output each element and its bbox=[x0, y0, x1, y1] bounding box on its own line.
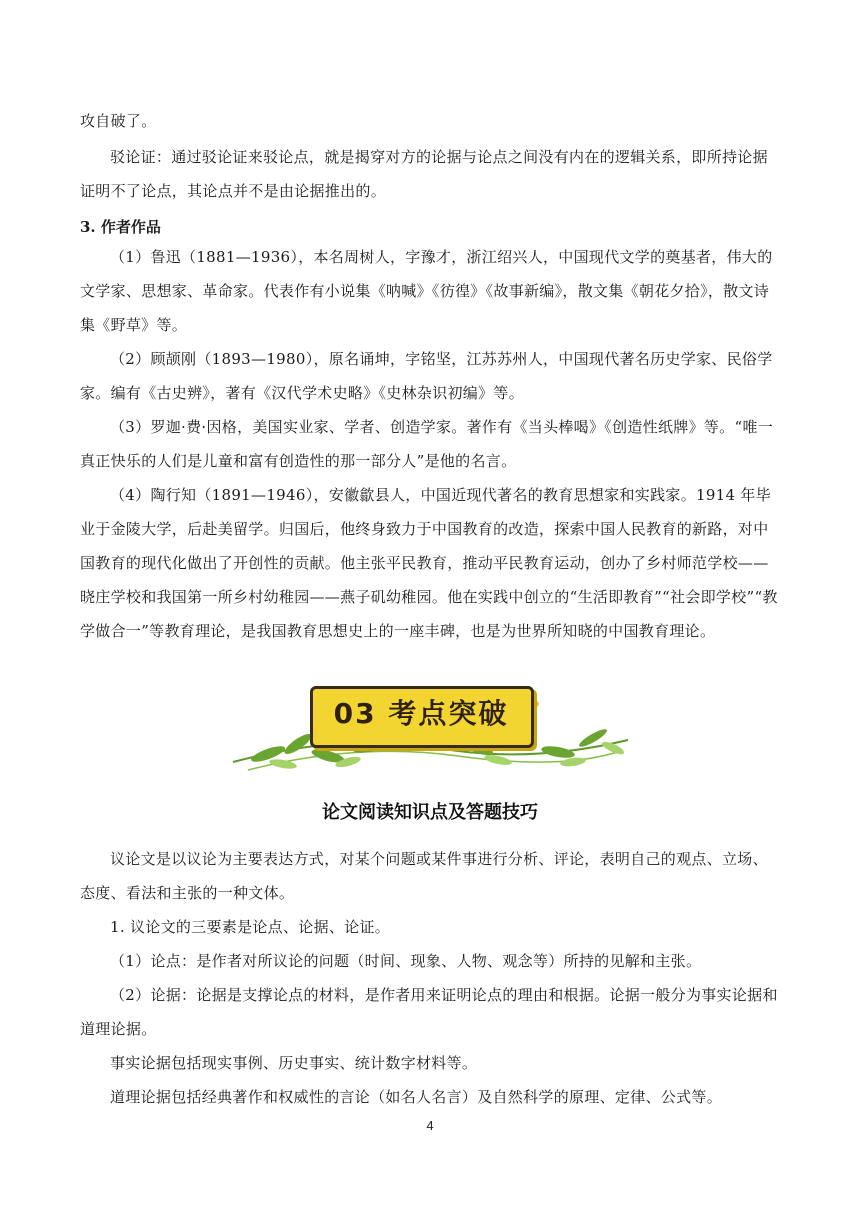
paragraph-reasoning-evidence: 道理论据包括经典著作和权威性的言论（如名人名言）及自然科学的原理、定律、公式等。 bbox=[110, 1088, 723, 1106]
paragraph-lu-xun: （1）鲁迅（1881—1936），本名周树人，字豫才，浙江绍兴人，中国现代文学的奠基者，伟大的文学家、思想家、革命家。代表作有小说集《呐喊》《彷徨》《故事新编》，散文集《朝花夕拾》，散文诗集《野草》等。 bbox=[80, 248, 773, 334]
paragraph-three-elements: 1. 议论文的三要素是论点、论据、论证。 bbox=[110, 918, 391, 936]
paragraph-factual-evidence: 事实论据包括现实事例、历史事实、统计数字材料等。 bbox=[110, 1054, 478, 1072]
paragraph-thesis: （1）论点：是作者对所议论的问题（时间、现象、人物、观念等）所持的见解和主张。 bbox=[110, 952, 702, 970]
section-title: 论文阅读知识点及答题技巧 bbox=[322, 802, 538, 823]
paragraph-argumentative-definition: 议论文是以议论为主要表达方式，对某个问题或某件事进行分析、评论，表明自己的观点、立场、态度、看法和主张的一种文体。 bbox=[80, 850, 768, 902]
paragraph-continuation: 攻自破了。 bbox=[80, 112, 157, 130]
banner-title: 03 考点突破 bbox=[333, 697, 509, 730]
page-number: 4 bbox=[426, 1118, 434, 1133]
paragraph-evidence: （2）论据：论据是支撑论点的材料，是作者用来证明论点的理由和根据。论据一般分为事实论据和道理论据。 bbox=[80, 986, 778, 1038]
paragraph-gu-jiegang: （2）顾颉刚（1893—1980），原名诵坤，字铭坚，江苏苏州人，中国现代著名历史学家、民俗学家。编有《古史辨》，著有《汉代学术史略》《史林杂识初编》等。 bbox=[80, 350, 773, 402]
paragraph-roger-von-oech: （3）罗迦·费·因格，美国实业家、学者、创造学家。著作有《当头棒喝》《创造性纸牌》等。“唯一真正快乐的人们是儿童和富有创造性的那一部分人”是他的名言。 bbox=[80, 418, 774, 470]
heading-author-works: 3. 作者作品 bbox=[80, 218, 161, 236]
paragraph-tao-xingzhi: （4）陶行知（1891—1946），安徽歙县人，中国近现代著名的教育思想家和实践家。1914 年毕业于金陵大学，后赴美留学。归国后，他终身致力于中国教育的改造，探索中国人民教育的新路，对中国教育的现代化做出了开创性的贡献。他主张平民教育，推动平民教育运动，创办了乡村师范学校——晓庄学校和我国第一所乡村幼稚园——燕子矶幼稚园。他在实践中创立的“生活即教育”“社会即学校”“教学做合一”等教育理论，是我国教育思想史上的一座丰碑，也是为世界所知晓的中国教育理论。 bbox=[80, 486, 778, 640]
paragraph-refute-argument: 驳论证：通过驳论证来驳论点，就是揭穿对方的论据与论点之间没有内在的逻辑关系，即所持论据证明不了论点，其论点并不是由论据推出的。 bbox=[80, 148, 768, 200]
section-banner bbox=[228, 682, 633, 774]
